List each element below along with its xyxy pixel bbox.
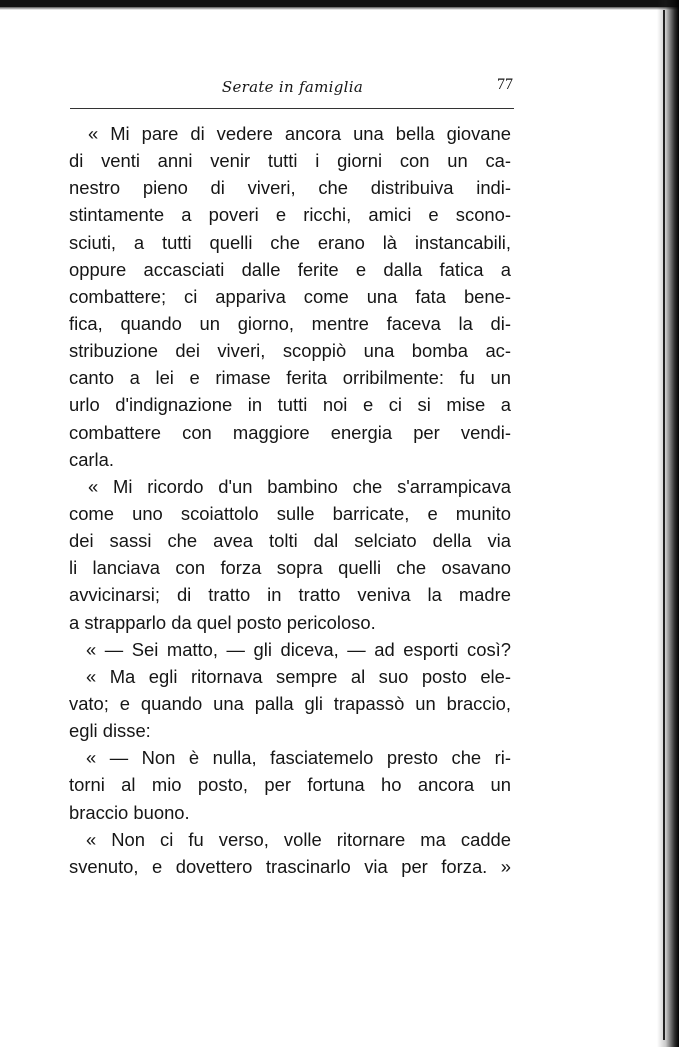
text-line: come uno scoiattolo sulle barricate, e munito: [69, 502, 511, 524]
text-line: oppure accasciati dalle ferite e dalla fatica a: [69, 258, 511, 280]
text-line: combattere con maggiore energia per vendi-: [69, 421, 511, 443]
text-line: « — Non è nulla, fasciatemelo presto che ri-: [86, 747, 511, 769]
text-line: li lanciava con forza sopra quelli che osavano: [69, 557, 511, 579]
body-text: [69, 120, 511, 880]
scan-top-edge: [0, 0, 679, 7]
text-line: « Mi ricordo d'un bambino che s'arrampicava: [88, 475, 511, 497]
header-rule: [70, 108, 514, 109]
paragraph: [69, 120, 511, 473]
text-line: svenuto, e dovettero trascinarlo via per forza. »: [69, 855, 511, 877]
paragraph: [69, 663, 511, 744]
text-line: di venti anni venir tutti i giorni con un ca-: [69, 150, 511, 172]
text-line: nestro pieno di viveri, che distribuiva indi-: [69, 177, 511, 199]
text-line: canto a lei e rimase ferita orribilmente: fu un: [69, 367, 511, 389]
text-line: « Non ci fu verso, volle ritornare ma cadde: [86, 828, 511, 850]
text-line: braccio buono.: [69, 801, 190, 823]
text-line: torni al mio posto, per fortuna ho ancora un: [69, 774, 511, 796]
scan-top-shadow: [0, 7, 679, 10]
text-line: « — Sei matto, — gli diceva, — ad esporti così?: [86, 638, 511, 660]
scan-edge-line: [663, 10, 665, 1040]
text-line: avvicinarsi; di tratto in tratto veniva la madre: [69, 584, 511, 606]
page-number: 77: [497, 76, 513, 93]
text-line: stribuzione dei viveri, scoppiò una bomba ac-: [69, 340, 511, 362]
text-line: fica, quando un giorno, mentre faceva la di-: [69, 312, 511, 334]
paragraph: [69, 636, 511, 663]
running-title: Serate in famiglia: [221, 78, 364, 96]
paragraph: [69, 744, 511, 825]
text-line: vato; e quando una palla gli trapassò un braccio,: [69, 692, 511, 714]
text-line: « Mi pare di vedere ancora una bella giovane: [88, 123, 511, 144]
page-header: [70, 76, 515, 102]
text-line: stintamente a poveri e ricchi, amici e scono-: [69, 204, 511, 226]
text-line: a strapparlo da quel posto pericoloso.: [69, 611, 376, 633]
text-line: « Ma egli ritornava sempre al suo posto ele-: [86, 665, 511, 687]
scan-binding-edge: [657, 0, 679, 1047]
text-line: combattere; ci appariva come una fata bene-: [69, 285, 511, 307]
text-line: urlo d'indignazione in tutti noi e ci si mise a: [69, 394, 511, 416]
text-line: egli disse:: [69, 720, 151, 742]
text-line: carla.: [69, 448, 114, 470]
paragraph: [69, 826, 511, 880]
text-line: dei sassi che avea tolti dal selciato della via: [69, 530, 511, 552]
text-line: sciuti, a tutti quelli che erano là instancabili,: [69, 231, 511, 253]
paragraph: [69, 473, 511, 636]
